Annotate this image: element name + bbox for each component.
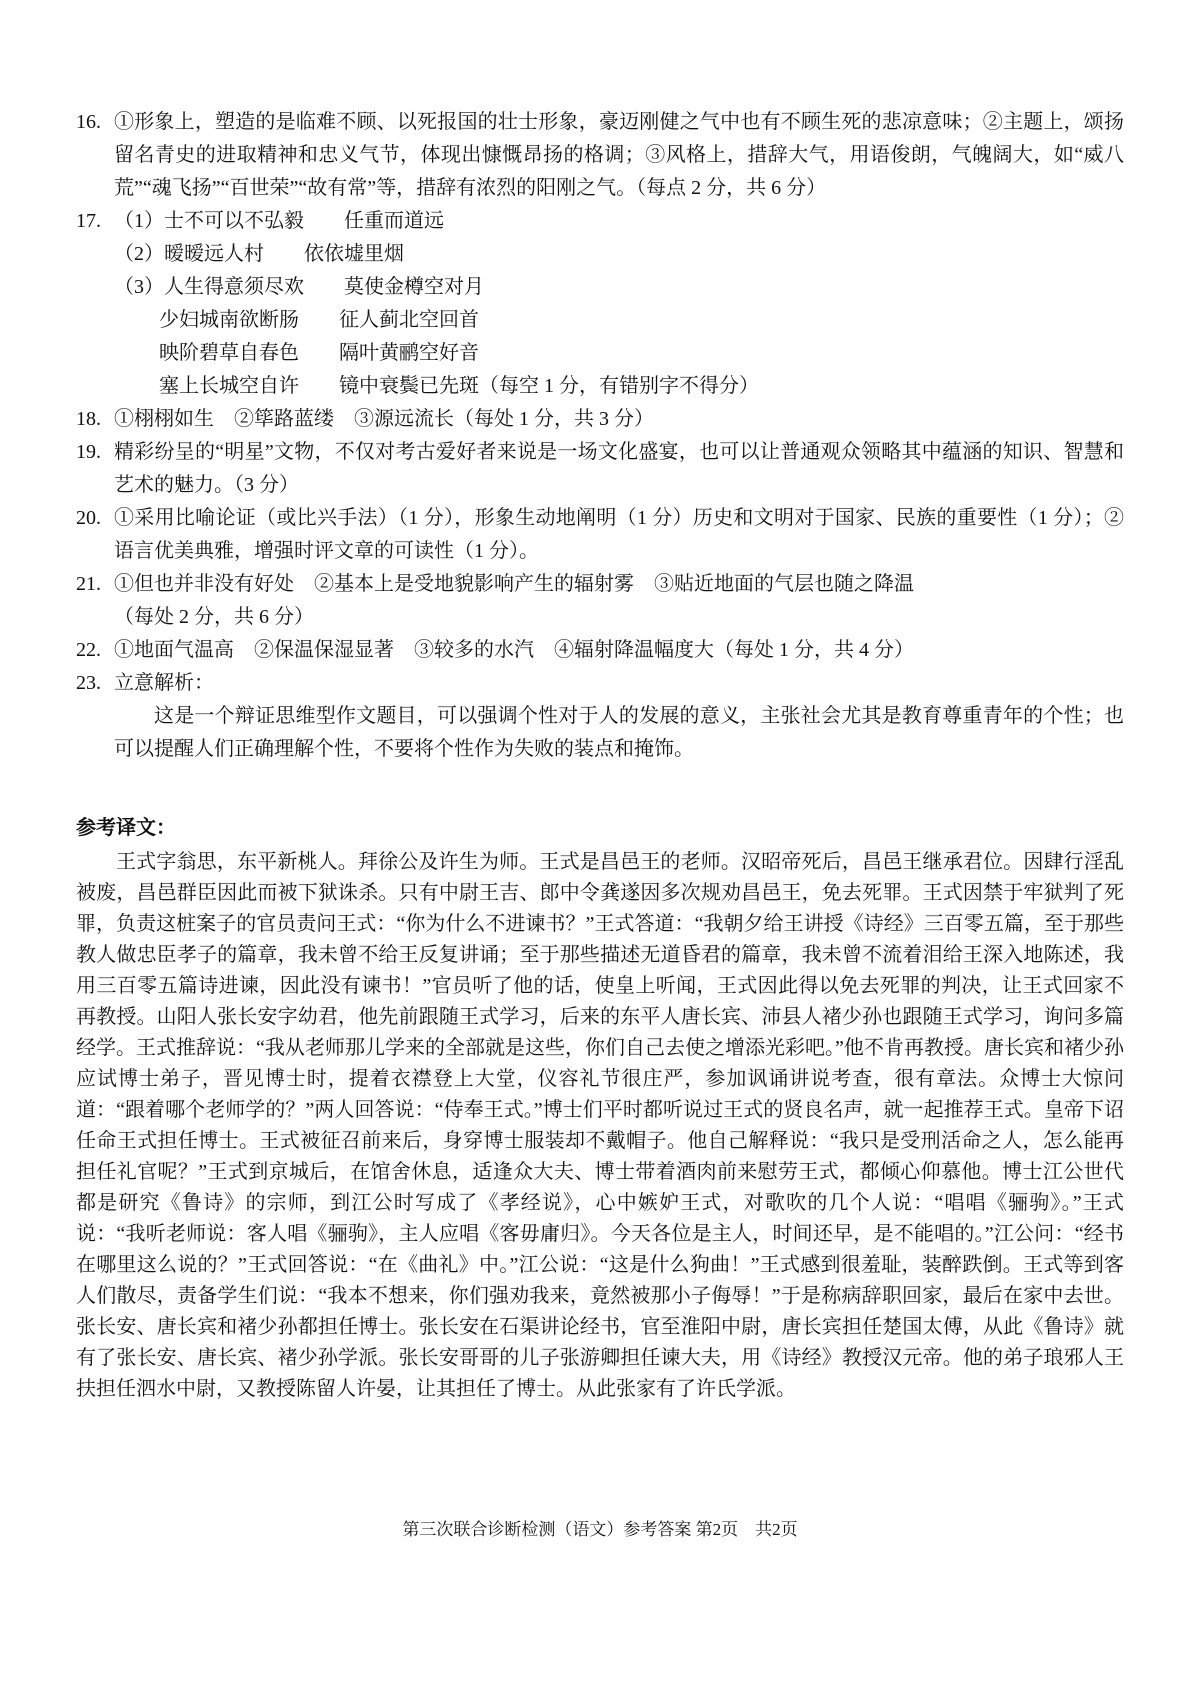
translation-heading: 参考译文： xyxy=(76,817,176,839)
answer-subline: 塞上长城空自许 镜中衰鬓已先斑（每空 1 分，有错别字不得分） xyxy=(159,375,759,397)
answer-item-23 xyxy=(76,667,1124,766)
answer-item-17 xyxy=(76,205,1124,403)
answer-text: 精彩纷呈的“明星”文物，不仅对考古爱好者来说是一场文化盛宴，也可以让普通观众领略其中蕴涵的知识、智慧和艺术的魅力。（3 分） xyxy=(114,441,1124,496)
answer-number: 17. xyxy=(76,210,101,232)
answer-score-note: （每处 2 分，共 6 分） xyxy=(114,606,314,628)
answer-subline: （1）士不可以不弘毅 任重而道远 xyxy=(114,210,444,232)
answer-item-18 xyxy=(76,403,1124,436)
answer-label: 立意解析： xyxy=(114,672,214,694)
answer-number: 16. xyxy=(76,111,101,133)
answer-body xyxy=(114,205,1124,403)
answer-subline: 映阶碧草自春色 隔叶黄鹂空好音 xyxy=(159,342,479,364)
translation-body: 王式字翁思，东平新桃人。拜徐公及许生为师。王式是昌邑王的老师。汉昭帝死后，昌邑王继承君位。因肆行淫乱被废，昌邑群臣因此而被下狱诛杀。只有中尉王吉、郎中令龚遂因多次规劝昌邑王，免去死罪。王式因禁于牢狱判了死罪，负责这桩案子的官员责问王式：“你为什么不进谏书？”王式答道：“我朝夕给王讲授《诗经》三百零五篇，至于那些教人做忠臣孝子的篇章，我未曾不给王反复讲诵；至于那些描述无道昏君的篇章，我未曾不流着泪给王深入地陈述，我用三百零五篇诗进谏，因此没有谏书！”官员听了他的话，使皇上听闻，王式因此得以免去死罪的判决，让王式回家不再教授。山阳人张长安字幼君，他先前跟随王式学习，后来的东平人唐长宾、沛县人褚少孙也跟随王式学习，询问多篇经学。王式推辞说：“我从老师那儿学来的全部就是这些，你们自己去使之增添光彩吧。”他不肯再教授。唐长宾和褚少孙应试博士弟子，晋见博士时，提着衣襟登上大堂，仪容礼节很庄严，参加讽诵讲说考查，很有章法。众博士大惊问道：“跟着哪个老师学的？”两人回答说：“侍奉王式。”博士们平时都听说过王式的贤良名声，就一起推荐王式。皇帝下诏任命王式担任博士。王式被征召前来后，身穿博士服装却不戴帽子。他自己解释说：“我只是受刑活命之人，怎么能再担任礼官呢？”王式到京城后，在馆舍休息，适逢众大夫、博士带着酒肉前来慰劳王式，都倾心仰慕他。博士江公世代都是研究《鲁诗》的宗师，到江公时写成了《孝经说》，心中嫉妒王式，对歌吹的几个人说：“唱唱《骊驹》。”王式说：“我听老师说：客人唱《骊驹》，主人应唱《客毋庸归》。今天各位是主人，时间还早，是不能唱的。”江公问：“经书在哪里这么说的？”王式回答说：“在《曲礼》中。”江公说：“这是什么狗曲！”王式感到很羞耻，装醉跌倒。王式等到客人们散尽，责备学生们说：“我本不想来，你们强劝我来，竟然被那小子侮辱！”于是称病辞职回家，最后在家中去世。张长安、唐长宾和褚少孙都担任博士。张长安在石渠讲论经书，官至淮阳中尉，唐长宾担任楚国太傅，从此《鲁诗》就有了张长安、唐长宾、褚少孙学派。张长安哥哥的儿子张游卿担任谏大夫，用《诗经》教授汉元帝。他的弟子琅邪人王扶担任泗水中尉，又教授陈留人许晏，让其担任了博士。从此张家有了许氏学派。 xyxy=(76,851,1124,1400)
answer-item-21 xyxy=(76,568,1124,634)
answer-subline: （2）暧暧远人村 依依墟里烟 xyxy=(114,243,404,265)
answer-subline: 少妇城南欲断肠 征人蓟北空回首 xyxy=(159,309,479,331)
answer-paragraph: 这是一个辩证思维型作文题目，可以强调个性对于人的发展的意义，主张社会尤其是教育尊重青年的个性；也可以提醒人们正确理解个性，不要将个性作为失败的装点和掩饰。 xyxy=(114,705,1124,760)
answer-number: 22. xyxy=(76,639,101,661)
answer-number: 18. xyxy=(76,408,101,430)
answer-item-20 xyxy=(76,502,1124,568)
page-footer: 第三次联合诊断检测（语文）参考答案 第2页 共2页 xyxy=(402,1520,798,1539)
answer-text: ①地面气温高 ②保温保湿显著 ③较多的水汽 ④辐射降温幅度大（每处 1 分，共 4 分） xyxy=(114,639,914,661)
reference-translation-section xyxy=(76,812,1124,1405)
answers-list xyxy=(76,106,1124,766)
answer-number: 20. xyxy=(76,507,101,529)
answer-text: ①形象上，塑造的是临难不顾、以死报国的壮士形象，豪迈刚健之气中也有不顾生死的悲凉意味；②主题上，颂扬留名青史的进取精神和忠义气节，体现出慷慨昂扬的格调；③风格上，措辞大气，用语俊朗，气魄阔大，如“威八荒”“魂飞扬”“百世荣”“故有常”等，措辞有浓烈的阳刚之气。（每点 2 分，共 6 分） xyxy=(114,111,1124,199)
answer-number: 23. xyxy=(76,672,101,694)
answer-item-22 xyxy=(76,634,1124,667)
answer-body xyxy=(114,667,1124,766)
answer-item-19 xyxy=(76,436,1124,502)
answer-subline: （3）人生得意须尽欢 莫使金樽空对月 xyxy=(114,276,484,298)
answer-number: 21. xyxy=(76,573,101,595)
answer-text: ①采用比喻论证（或比兴手法）（1 分），形象生动地阐明（1 分）历史和文明对于国家、民族的重要性（1 分）；②语言优美典雅，增强时评文章的可读性（1 分）。 xyxy=(114,507,1124,562)
answer-number: 19. xyxy=(76,441,101,463)
answer-item-16 xyxy=(76,106,1124,205)
answer-text: ①栩栩如生 ②筚路蓝缕 ③源远流长（每处 1 分，共 3 分） xyxy=(114,408,654,430)
answer-body xyxy=(114,568,1124,634)
answer-line: ①但也并非没有好处 ②基本上是受地貌影响产生的辐射雾 ③贴近地面的气层也随之降温 xyxy=(114,573,914,595)
